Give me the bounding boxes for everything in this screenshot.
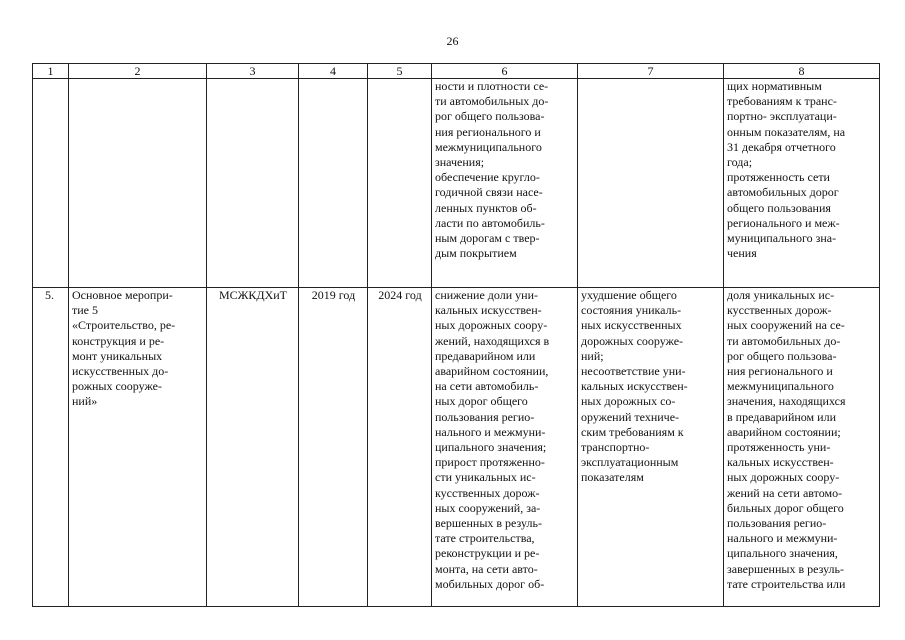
start-year-cell: 2019 год [299, 288, 368, 607]
table-header-row [33, 64, 880, 79]
cell-text-line: регионального и меж- [727, 215, 840, 230]
cell-text-line: рог общего пользова- [727, 348, 837, 363]
cell-text-line: ных дорожных соору- [435, 318, 548, 333]
cell-text-line: пользования регио- [727, 516, 827, 531]
cell-text-line: конструкция и ре- [72, 333, 165, 348]
cell-text-line: ципального значения, [727, 546, 838, 561]
cell-text-line: жений на сети автомо- [727, 485, 843, 500]
cell-text-line: ципального значения; [435, 440, 547, 455]
cell-text-line: дорожных сооруже- [581, 333, 684, 348]
cell-text-line: мобильных дорог об- [435, 576, 545, 591]
header-cell: 6 [432, 64, 578, 79]
consequences-cell [578, 288, 724, 607]
expected-results-cell [432, 79, 578, 288]
cell-text-line: монта, на сети авто- [435, 561, 538, 576]
table-cell [299, 79, 368, 288]
cell-text-line: кальных искусствен- [435, 303, 542, 318]
cell-text-line: ний» [72, 394, 98, 409]
table-cell [33, 79, 69, 288]
cell-text-line: доля уникальных ис- [727, 288, 835, 302]
cell-text-line: пользования регио- [435, 409, 535, 424]
cell-text-line: ности и плотности се- [435, 79, 549, 93]
cell-text-line: ных сооружений на се- [727, 318, 845, 333]
cell-text-line: ний; [581, 348, 604, 363]
header-cell: 8 [724, 64, 880, 79]
indicators-cell [724, 79, 880, 288]
cell-text-line: оружений техниче- [581, 409, 680, 424]
cell-text-line: года; [727, 155, 753, 170]
cell-text-line: аварийном состоянии; [727, 424, 841, 439]
page-number: 26 [446, 34, 459, 48]
cell-text-line: муниципального зна- [727, 231, 837, 246]
cell-text-line: ти автомобильных до- [435, 94, 549, 109]
cell-text-line: протяженность уни- [727, 440, 831, 455]
cell-text-line: снижение доли уни- [435, 288, 538, 302]
cell-text-line: чения [727, 246, 757, 261]
header-cell: 4 [299, 64, 368, 79]
cell-text-line: кусственных дорож- [435, 485, 540, 500]
cell-text-line: вершенных в резуль- [435, 516, 542, 531]
cell-text-line: значения; [435, 155, 485, 170]
indicators-cell [724, 288, 880, 607]
cell-text-line: показателям [581, 470, 644, 485]
cell-text-line: общего пользования [727, 200, 831, 215]
header-cell: 3 [207, 64, 299, 79]
cell-text-line: реконструкции и ре- [435, 546, 540, 561]
cell-text-line: Основное меропри- [72, 288, 173, 302]
header-cell: 5 [368, 64, 432, 79]
cell-text-line: нального и межмуни- [435, 424, 546, 439]
executor-cell: МСЖКДХиТ [207, 288, 299, 607]
cell-text-line: в предаварийном или [727, 409, 836, 424]
cell-text-line: несоответствие уни- [581, 364, 686, 379]
cell-text-line: прирост протяженно- [435, 455, 545, 470]
cell-text-line: тате строительства или [727, 576, 846, 591]
cell-text-line: межмуниципального [727, 379, 834, 394]
cell-text-line: ных сооружений, за- [435, 500, 541, 515]
expected-results-cell [432, 288, 578, 607]
cell-text-line: ласти по автомобиль- [435, 215, 545, 230]
cell-text-line: щих нормативным [727, 79, 822, 93]
measure-name-cell [69, 288, 207, 607]
table-cell [368, 79, 432, 288]
cell-text-line: монт уникальных [72, 348, 163, 363]
cell-text-line: предаварийном или [435, 348, 536, 363]
cell-text-line: рог общего пользова- [435, 109, 545, 124]
cell-text-line: тате строительства, [435, 531, 535, 546]
cell-text-line: требованиям к транс- [727, 94, 837, 109]
cell-text-line: ленных пунктов об- [435, 200, 537, 215]
cell-text-line: онным показателям, на [727, 124, 846, 139]
cell-text-line: аварийном состоянии, [435, 364, 549, 379]
cell-text-line: ухудшение общего [581, 288, 677, 302]
cell-text-line: протяженность сети [727, 170, 830, 185]
cell-text-line: транспортно- [581, 440, 650, 455]
cell-text-line: портно- эксплуатаци- [727, 109, 837, 124]
cell-text-line: ных дорожных со- [581, 394, 676, 409]
row-number: 5. [33, 288, 69, 607]
table-cell [578, 79, 724, 288]
cell-text-line: годичной связи насе- [435, 185, 543, 200]
cell-text-line: ным дорогам с твер- [435, 231, 540, 246]
header-cell: 7 [578, 64, 724, 79]
header-cell: 2 [69, 64, 207, 79]
cell-text-line: эксплуатационным [581, 455, 679, 470]
cell-text-line: бильных дорог общего [727, 500, 844, 515]
cell-text-line: нального и межмуни- [727, 531, 838, 546]
header-cell: 1 [33, 64, 69, 79]
cell-text-line: на сети автомобиль- [435, 379, 539, 394]
cell-text-line: кальных искусствен- [581, 379, 688, 394]
cell-text-line: кусственных дорож- [727, 303, 832, 318]
cell-text-line: искусственных до- [72, 364, 169, 379]
cell-text-line: межмуниципального [435, 139, 542, 154]
table-cell [207, 79, 299, 288]
cell-text-line: завершенных в резуль- [727, 561, 845, 576]
cell-text-line: обеспечение кругло- [435, 170, 540, 185]
table-row [33, 79, 880, 288]
cell-text-line: значения, находящихся [727, 394, 846, 409]
cell-text-line: ния регионального и [435, 124, 541, 139]
cell-text-line: «Строительство, ре- [72, 318, 176, 333]
cell-text-line: ния регионального и [727, 364, 833, 379]
cell-text-line: ским требованиям к [581, 424, 684, 439]
table-row [33, 288, 880, 607]
table-cell [69, 79, 207, 288]
cell-text-line: рожных сооруже- [72, 379, 162, 394]
cell-text-line: ных дорожных соору- [727, 470, 840, 485]
cell-text-line: состояния уникаль- [581, 303, 682, 318]
cell-text-line: дым покрытием [435, 246, 517, 261]
cell-text-line: автомобильных дорог [727, 185, 839, 200]
cell-text-line: сти уникальных ис- [435, 470, 536, 485]
cell-text-line: ных дорог общего [435, 394, 528, 409]
cell-text-line: ти автомобильных до- [727, 333, 841, 348]
cell-text-line: жений, находящихся в [435, 333, 550, 348]
cell-text-line: тие 5 [72, 303, 98, 318]
cell-text-line: ных искусственных [581, 318, 682, 333]
end-year-cell: 2024 год [368, 288, 432, 607]
cell-text-line: кальных искусствен- [727, 455, 834, 470]
cell-text-line: 31 декабря отчетного [727, 139, 836, 154]
measures-table [32, 63, 880, 607]
